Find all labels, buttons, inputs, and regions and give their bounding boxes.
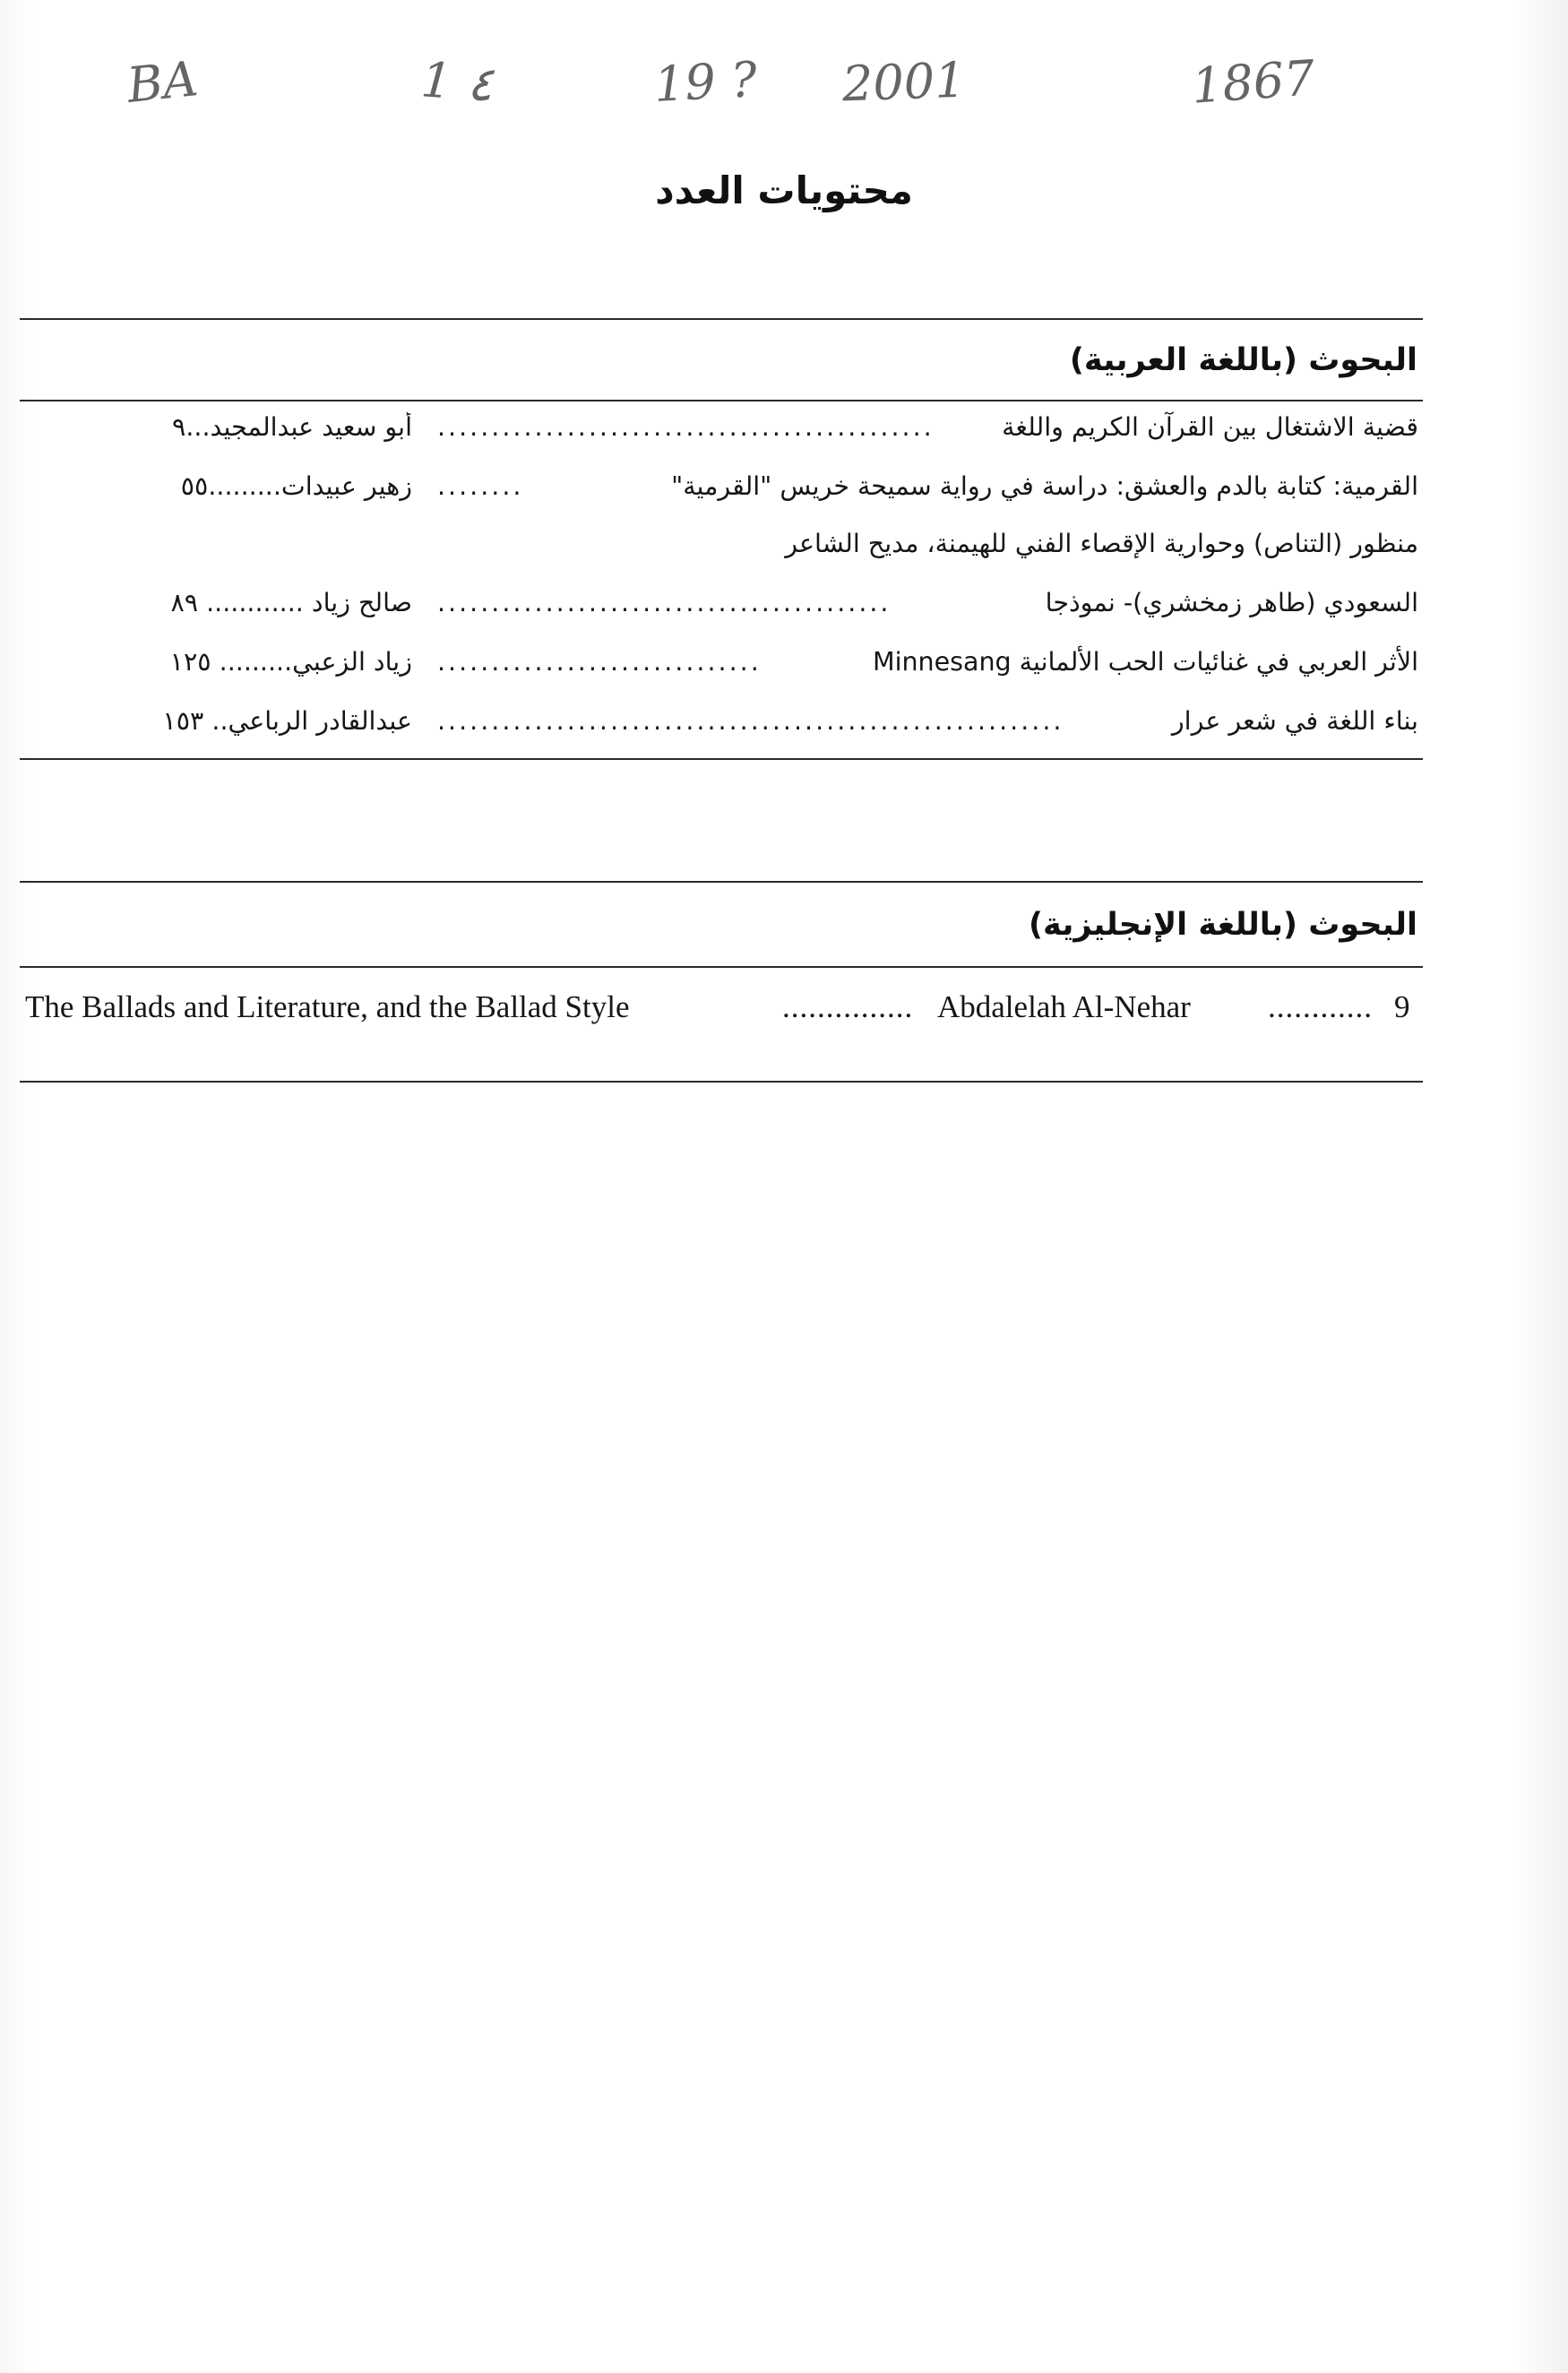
toc-entry[interactable] bbox=[49, 529, 1418, 574]
arabic-section-heading: البحوث (باللغة العربية) bbox=[1069, 342, 1417, 378]
toc-entry-author-page: زهير عبيدات.........٥٥ bbox=[180, 471, 412, 501]
toc-entry-author-page: عبدالقادر الرباعي.. ١٥٣ bbox=[162, 706, 412, 736]
dot-leader: .......................................... bbox=[437, 588, 892, 617]
divider-heading-english bbox=[20, 966, 1423, 968]
divider-heading-arabic bbox=[20, 400, 1423, 401]
toc-entry[interactable] bbox=[49, 588, 1418, 633]
toc-entry-title: The Ballads and Literature, and the Ballad Style bbox=[25, 989, 630, 1024]
handwritten-annotation bbox=[116, 49, 1371, 152]
toc-entry-author-page: زياد الزعبي......... ١٢٥ bbox=[169, 647, 412, 677]
dot-leader: .............................................. bbox=[437, 412, 935, 442]
handwritten-year: 2001 bbox=[840, 51, 967, 113]
handwritten-number: 1867 bbox=[1189, 49, 1317, 115]
dot-leader: .............................. bbox=[437, 647, 762, 677]
toc-entry[interactable] bbox=[49, 412, 1418, 457]
toc-entry-page: 9 bbox=[1394, 989, 1410, 1024]
toc-entry-title: القرمية: كتابة بالدم والعشق: دراسة في رواية سميحة خريس "القرمية" bbox=[671, 471, 1418, 501]
dot-leader: ............ bbox=[1268, 989, 1373, 1024]
toc-entry-title: السعودي (طاهر زمخشري)- نموذجا bbox=[1045, 588, 1418, 617]
toc-entry[interactable] bbox=[49, 471, 1418, 516]
toc-entry-title: قضية الاشتغال بين القرآن الكريم واللغة bbox=[1002, 412, 1418, 442]
divider-end-arabic bbox=[20, 758, 1423, 760]
english-section-heading: البحوث (باللغة الإنجليزية) bbox=[1029, 907, 1417, 943]
toc-entry-title: منظور (التناص) وحوارية الإقصاء الفني للهيمنة، مديح الشاعر bbox=[785, 529, 1418, 558]
handwritten-code: BA bbox=[124, 50, 201, 114]
dot-leader: ............... bbox=[782, 989, 914, 1024]
dot-leader: ........ bbox=[437, 471, 524, 501]
toc-entry[interactable] bbox=[49, 647, 1418, 692]
toc-entry-author-page: أبو سعيد عبدالمجيد...٩ bbox=[172, 412, 412, 442]
page-title: محتويات العدد bbox=[655, 168, 913, 212]
toc-entry-author: Abdalelah Al-Nehar bbox=[937, 989, 1191, 1024]
toc-entry[interactable] bbox=[49, 706, 1418, 751]
handwritten-issue: 1 ٤ bbox=[418, 51, 495, 113]
divider-top bbox=[20, 318, 1423, 320]
dot-leader: .......................................................... bbox=[437, 706, 1064, 736]
divider-start-english bbox=[20, 881, 1423, 883]
handwritten-volume: 19 ? bbox=[652, 51, 759, 113]
toc-entry-author-page: صالح زياد ............ ٨٩ bbox=[170, 588, 412, 617]
toc-entry-title: الأثر العربي في غنائيات الحب الألمانية Minnesang bbox=[872, 647, 1418, 677]
divider-end-english bbox=[20, 1081, 1423, 1083]
toc-entry-title: بناء اللغة في شعر عرار bbox=[1171, 706, 1418, 736]
